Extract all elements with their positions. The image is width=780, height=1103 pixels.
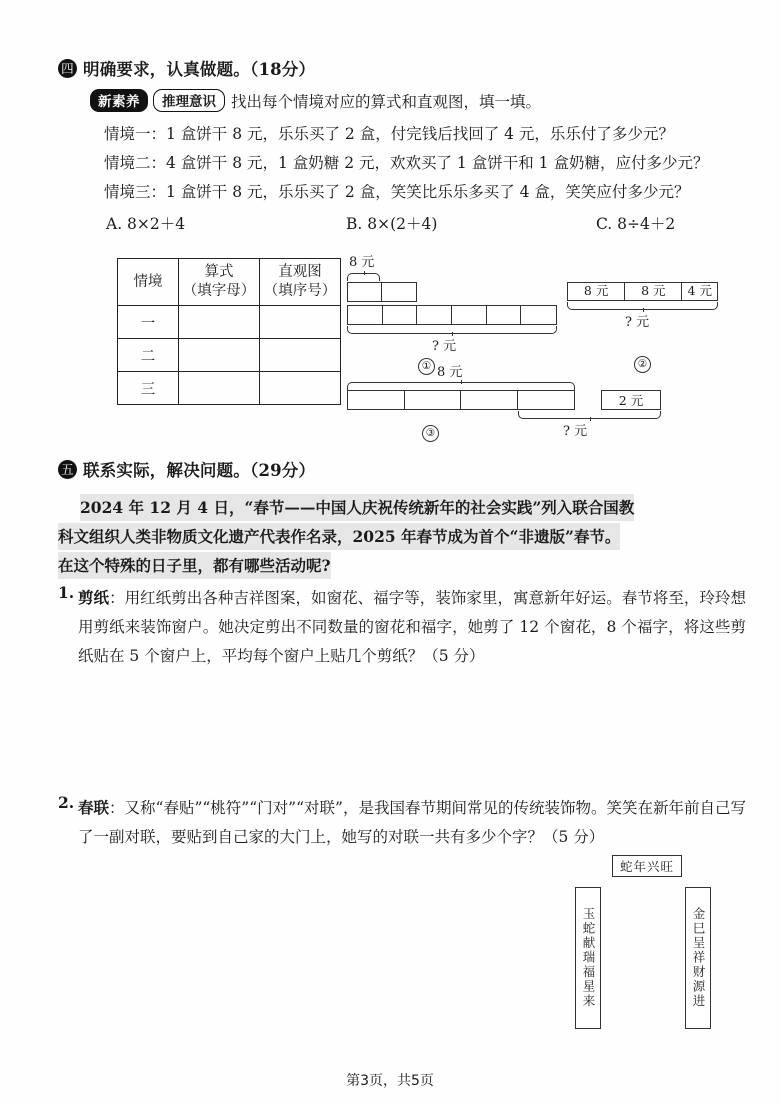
diagram-one-bottom-label: ? 元 xyxy=(432,339,457,354)
diagram-three-top-brace xyxy=(347,382,575,390)
diagram-three-bottom-label: ? 元 xyxy=(563,424,588,439)
problem-2-text: ：又称“春贴”“桃符”“门对”“对联”，是我国春节期间常见的传统装饰物。笑笑在新年前自己写了一副对联，要贴到自己家的大门上，她写的对联一共有多少个字？（5 分） xyxy=(78,799,746,846)
header-expression-line1: 算式 xyxy=(204,264,234,280)
intro-line-3: 在这个特殊的日子里，都有哪些活动呢? xyxy=(58,552,331,579)
header-expression xyxy=(179,259,260,306)
brace-nub-icon xyxy=(590,417,591,421)
reasoning-awareness-badge: 推理意识 xyxy=(153,89,225,112)
answer-cell-diagram-two[interactable] xyxy=(260,339,341,372)
header-diagram-line2: （填序号） xyxy=(263,283,337,299)
table-row xyxy=(118,372,341,405)
section-four-title: 明确要求，认真做题。（18分） xyxy=(83,60,316,79)
bar-cell xyxy=(348,283,382,301)
bar-cell: 8 元 xyxy=(625,283,682,300)
competency-badge-row xyxy=(90,89,541,112)
bar-diagram-three xyxy=(345,365,665,439)
diagram-one-bottom-bar xyxy=(347,305,557,325)
diagram-three-extra-cell: 2 元 xyxy=(601,390,661,410)
choice-row xyxy=(106,212,746,234)
diagram-two-bottom-label: ? 元 xyxy=(625,315,650,330)
scenario-one-text: 情境一：1 盒饼干 8 元，乐乐买了 2 盒，付完钱后找回了 4 元，乐乐付了多少元？ xyxy=(104,125,674,143)
page-footer: 第3页，共5页 xyxy=(346,1073,434,1089)
diagram-three-bottom-brace xyxy=(518,411,661,419)
bar-cell xyxy=(405,391,462,409)
problem-2-title: 春联 xyxy=(78,798,110,817)
brace-nub-icon xyxy=(461,380,462,384)
brace-nub-icon xyxy=(643,308,644,312)
row-label-two: 二 xyxy=(118,339,179,372)
brace-nub-icon xyxy=(452,332,453,336)
bar-cell: 8 元 xyxy=(568,283,625,300)
choice-a[interactable]: A. 8×2＋4 xyxy=(106,215,186,233)
bar-diagram-two xyxy=(567,282,727,352)
diagram-three-bar xyxy=(347,390,575,410)
intro-line-1: 2024 年 12 月 4 日，“春节——中国人庆祝传统新年的社会实践”列入联合国教 xyxy=(80,494,634,521)
circled-number-one-icon: ① xyxy=(418,358,435,375)
intro-line-2: 科文组织人类非物质文化遗产代表作名录，2025 年春节成为首个“非遗版”春节。 xyxy=(58,523,620,550)
header-scenario: 情境 xyxy=(118,259,179,306)
couplet-banner: 蛇年兴旺 xyxy=(612,855,682,877)
problem-1-title: 剪纸 xyxy=(78,588,110,607)
bar-diagram-one xyxy=(344,256,564,356)
diagram-one-top-label: 8 元 xyxy=(349,255,375,270)
problem-2-body xyxy=(78,793,746,852)
section-five-number-icon: 五 xyxy=(58,460,77,479)
couplet-right-scroll: 金巳呈祥财源进 xyxy=(685,887,711,1029)
bar-cell xyxy=(382,283,416,301)
diagram-three-number xyxy=(422,424,439,442)
choice-c[interactable]: C. 8÷4＋2 xyxy=(596,215,676,233)
table-row xyxy=(118,306,341,339)
diagram-three-top-label: 8 元 xyxy=(437,365,463,380)
bar-cell xyxy=(461,391,518,409)
bar-cell xyxy=(521,306,556,324)
scenario-two-text: 情境二：4 盒饼干 8 元，1 盒奶糖 2 元，欢欢买了 1 盒饼干和 1 盒奶糖，应付多少元？ xyxy=(104,154,709,172)
section-four-heading xyxy=(58,56,315,80)
diagram-one-top-bar xyxy=(347,282,417,302)
answer-table xyxy=(117,258,341,405)
new-competency-badge: 新素养 xyxy=(90,89,148,112)
bar-cell xyxy=(452,306,487,324)
table-header-row xyxy=(118,259,341,306)
answer-cell-expression-two[interactable] xyxy=(179,339,260,372)
answer-cell-expression-three[interactable] xyxy=(179,372,260,405)
header-expression-line2: （填字母） xyxy=(182,283,256,299)
circled-number-three-icon: ③ xyxy=(422,425,439,442)
instruction-text: 找出每个情境对应的算式和直观图，填一填。 xyxy=(231,92,542,111)
row-label-three: 三 xyxy=(118,372,179,405)
bar-cell xyxy=(417,306,452,324)
diagram-one-bottom-brace xyxy=(347,326,557,334)
problem-2-number: 2. xyxy=(58,793,75,812)
row-label-one: 一 xyxy=(118,306,179,339)
section-five-heading xyxy=(58,457,315,481)
circled-number-two-icon: ② xyxy=(634,356,651,373)
bar-cell xyxy=(487,306,522,324)
section-five-title: 联系实际，解决问题。（29分） xyxy=(83,461,316,480)
problem-1-text: ：用红纸剪出各种吉祥图案，如窗花、福字等，装饰家里，寓意新年好运。春节将至，玲玲想用剪纸来装饰窗户。她决定剪出不同数量的窗花和福字，她剪了 12 个窗花，8 个福字，将这些剪纸贴在 5 个窗户上，平均每个窗户上贴几个剪纸？（5 分） xyxy=(78,589,746,665)
bar-cell xyxy=(348,306,383,324)
bar-cell xyxy=(383,306,418,324)
problem-1-number: 1. xyxy=(58,583,75,602)
answer-cell-expression-one[interactable] xyxy=(179,306,260,339)
choice-b[interactable]: B. 8×(2＋4) xyxy=(346,215,438,233)
bar-cell: 4 元 xyxy=(687,283,712,299)
answer-cell-diagram-three[interactable] xyxy=(260,372,341,405)
diagram-one-top-brace xyxy=(347,273,380,281)
section-four-number-icon: 四 xyxy=(58,59,77,78)
header-diagram xyxy=(260,259,341,306)
header-diagram-line1: 直观图 xyxy=(278,264,322,280)
couplet-left-scroll: 玉蛇献瑞福星来 xyxy=(575,887,601,1029)
scenario-three-text: 情境三：1 盒饼干 8 元，乐乐买了 2 盒，笑笑比乐乐多买了 4 盒，笑笑应付多少元？ xyxy=(104,183,690,201)
brace-nub-icon xyxy=(364,271,365,275)
answer-cell-diagram-one[interactable] xyxy=(260,306,341,339)
problem-1-body xyxy=(78,583,746,671)
bar-cell xyxy=(348,391,405,409)
couplet-illustration xyxy=(560,855,750,1045)
bar-cell xyxy=(518,391,575,409)
diagram-two-brace xyxy=(567,302,718,310)
table-row xyxy=(118,339,341,372)
diagram-two-bar xyxy=(567,282,718,301)
